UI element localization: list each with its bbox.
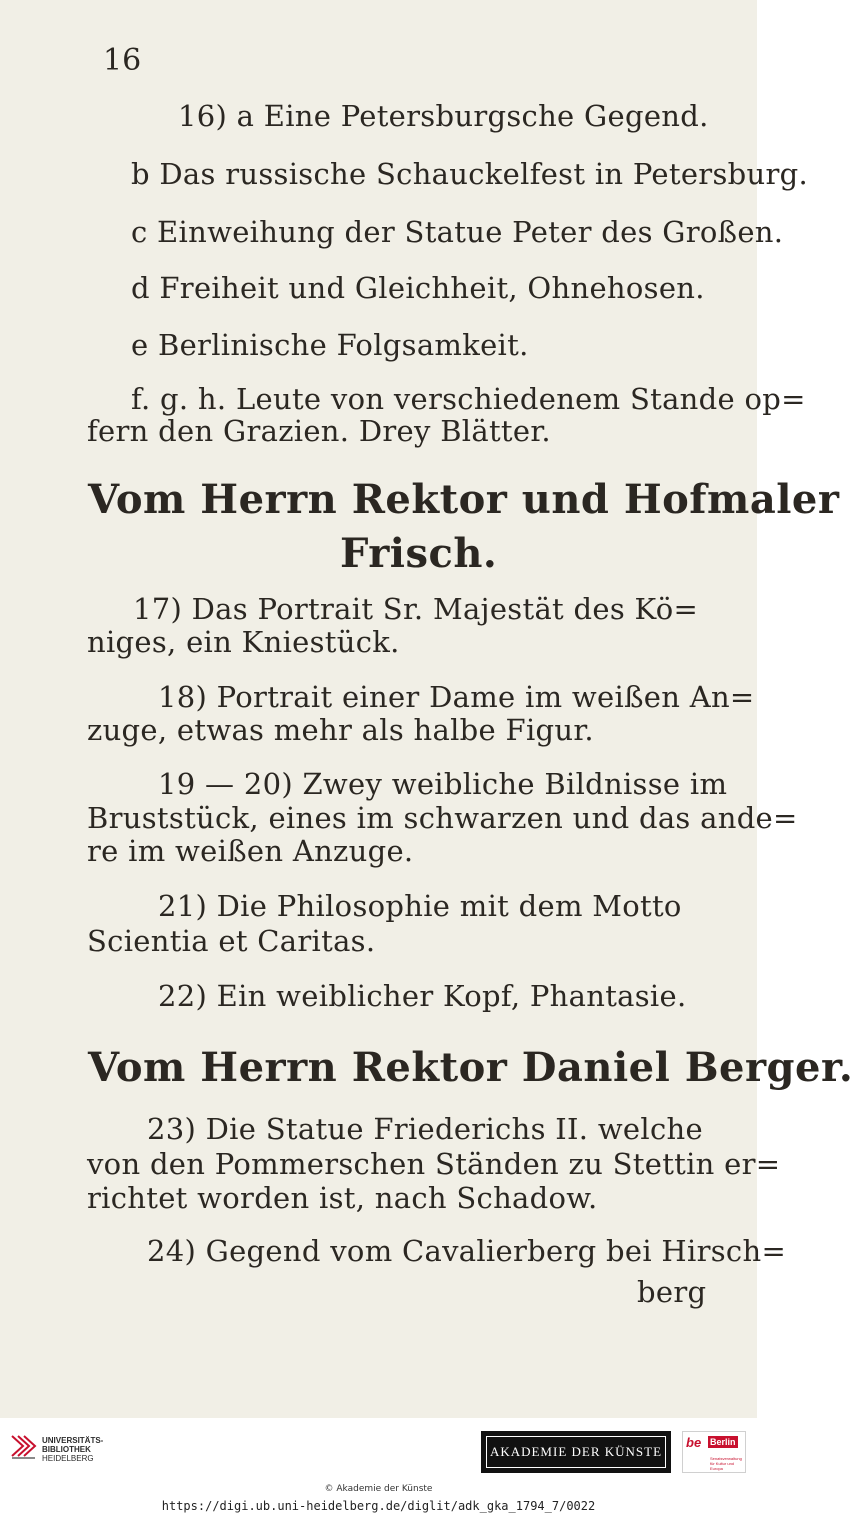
ub-line: HEIDELBERG: [42, 1454, 94, 1463]
text-line: e Berlinische Folgsamkeit.: [131, 328, 529, 362]
entry-line: re im weißen Anzuge.: [87, 834, 414, 868]
entry-line: von den Pommerschen Ständen zu Stettin er=: [87, 1147, 781, 1181]
entry-line: niges, ein Kniestück.: [87, 625, 400, 659]
copyright-notice: © Akademie der Künste: [324, 1484, 433, 1494]
entry-line: richtet worden ist, nach Schadow.: [87, 1181, 598, 1215]
catchword: berg: [637, 1275, 707, 1309]
text-line: c Einweihung der Statue Peter des Großen.: [131, 215, 784, 249]
section-heading: Vom Herrn Rektor und Hofmaler: [88, 476, 840, 523]
entry-line: zuge, etwas mehr als halbe Figur.: [87, 713, 594, 747]
akademie-der-kuenste-logo[interactable]: [481, 1431, 671, 1473]
text-line: f. g. h. Leute von verschiedenem Stande op=: [131, 382, 806, 416]
entry-line: 24) Gegend vom Cavalierberg bei Hirsch=: [147, 1234, 787, 1268]
viewer-footer: [0, 1418, 757, 1516]
entry-line: 18) Portrait einer Dame im weißen An=: [158, 680, 755, 714]
text-line: fern den Grazien. Drey Blätter.: [87, 414, 551, 448]
entry-line: 23) Die Statue Friederichs II. welche: [147, 1112, 703, 1146]
text-line: d Freiheit und Gleichheit, Ohnehosen.: [131, 271, 705, 305]
berlin-subline: Senatsverwaltung für Kultur und Europa: [710, 1456, 742, 1471]
university-library-name[interactable]: [42, 1436, 103, 1463]
ub-line: BIBLIOTHEK: [42, 1445, 91, 1454]
entry-line: 21) Die Philosophie mit dem Motto: [158, 889, 682, 923]
section-heading: Vom Herrn Rektor Daniel Berger.: [88, 1044, 853, 1091]
berlin-senate-logo[interactable]: [682, 1431, 746, 1473]
berlin-word: Berlin: [710, 1437, 736, 1447]
entry-line: 17) Das Portrait Sr. Majestät des Kö=: [133, 592, 699, 626]
text-line: 16) a Eine Petersburgsche Gegend.: [178, 99, 709, 133]
berlin-be: be: [686, 1435, 702, 1450]
university-library-logo-icon[interactable]: [8, 1432, 38, 1468]
adk-label: AKADEMIE DER KÜNSTE: [486, 1436, 666, 1468]
page-number: 16: [103, 43, 142, 78]
entry-line: Bruststück, eines im schwarzen und das ande=: [87, 801, 798, 835]
permalink-url[interactable]: https://digi.ub.uni-heidelberg.de/diglit/adk_gka_1794_7/0022: [161, 1499, 596, 1513]
entry-line: 22) Ein weiblicher Kopf, Phantasie.: [158, 979, 687, 1013]
entry-line: 19 — 20) Zwey weibliche Bildnisse im: [158, 767, 728, 801]
entry-line: Scientia et Caritas.: [87, 924, 376, 958]
section-heading-cont: Frisch.: [340, 530, 498, 577]
text-line: b Das russische Schauckelfest in Petersburg.: [131, 157, 809, 191]
ub-line: UNIVERSITÄTS-: [42, 1436, 104, 1445]
